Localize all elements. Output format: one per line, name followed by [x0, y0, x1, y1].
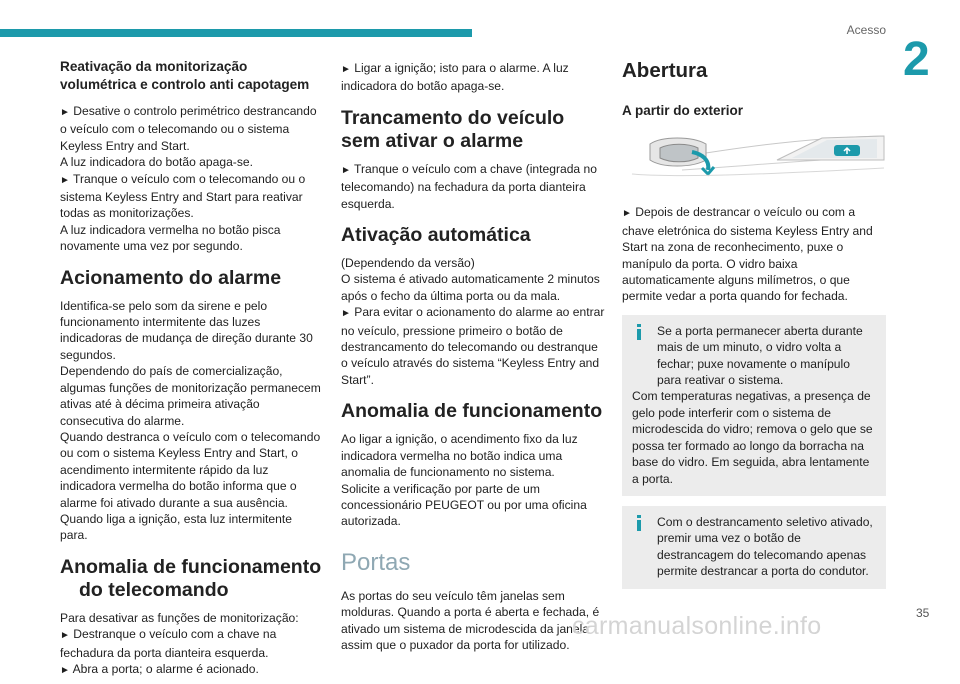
- watermark: carmanualsonline.info: [572, 612, 822, 640]
- doors-heading: Portas: [341, 548, 411, 576]
- info-text: Com temperaturas negativas, a presença de gelo pode interferir com o sistema de microdescida do vidro; remova o gelo que se possa ter formado ao longo da borracha na base do vidro. Em seguida, abra lentamente a porta.: [632, 389, 873, 486]
- paragraph: ► Tranque o veículo com a chave (integrada no telecomando) na fechadura da porta dianteira esquerda.: [341, 161, 597, 211]
- opening-heading: Abertura: [622, 59, 708, 82]
- column-2: [341, 52, 606, 658]
- bullet-arrow-icon: ►: [341, 64, 351, 75]
- bullet-arrow-icon: ►: [60, 174, 70, 186]
- column-1: [60, 52, 322, 684]
- door-handle-illustration: [622, 130, 886, 186]
- section-label: Acesso: [846, 23, 886, 37]
- paragraph: As portas do seu veículo têm janelas sem molduras. Quando a porta é aberta e fechada, é ativado um sistema de microdescida da janela assim que o puxador da porta for utilizado.: [341, 588, 600, 652]
- column-3: [622, 52, 886, 598]
- paragraph: Ao ligar a ignição, o acendimento fixo da luz indicadora vermelha no botão indica uma anomalia de funcionamento no sistema. Solicite a verificação por parte de um concessionário PEUGEOT ou por uma oficina autorizada.: [341, 432, 587, 529]
- paragraph: Para desativar as funções de monitorização: ► Destranque o veículo com a chave na fechadura da porta dianteira esquerda. ► Abra a porta; o alarme é acionado.: [60, 610, 299, 676]
- bullet-arrow-icon: ►: [60, 107, 70, 118]
- paragraph: (Dependendo da versão) O sistema é ativado automaticamente 2 minutos após o fecho da última porta ou da mala. ► Para evitar o acionamento do alarme ao entrar no veículo, pressione primeiro o botão de destrancamento do telecomando ou destranque o veículo através do sistema “Keyless Entry and Start”.: [341, 256, 605, 387]
- header-accent-bar: [0, 29, 472, 37]
- reactivation-heading: Reativação da monitorização volumétrica e controlo anti capotagem: [60, 59, 310, 92]
- remote-fault-heading: Anomalia de funcionamento do telecomando: [60, 555, 322, 601]
- info-icon: [635, 324, 643, 340]
- info-box: [622, 315, 886, 496]
- info-text: Com o destrancamento seletivo ativado, premir uma vez o botão de destrancagem do telecomando apenas permite destrancar a porta do condutor.: [657, 514, 873, 579]
- paragraph: ► Ligar a ignição; isto para o alarme. A luz indicadora do botão apaga-se.: [341, 61, 569, 94]
- info-text: Se a porta permanecer aberta durante mais de um minuto, o vidro volta a fechar; puxe novamente o manípulo para reativar o sistema.: [657, 323, 863, 388]
- bullet-arrow-icon: ►: [622, 208, 632, 220]
- info-icon: [635, 515, 643, 531]
- bullet-arrow-icon: ►: [60, 630, 70, 642]
- exterior-heading: A partir do exterior: [622, 103, 744, 118]
- bullet-arrow-icon: ►: [60, 664, 70, 676]
- locking-heading: Trancamento do veículo sem ativar o alarme: [341, 106, 565, 152]
- bullet-arrow-icon: ►: [341, 164, 351, 176]
- page-number: 35: [916, 606, 930, 620]
- auto-activation-heading: Ativação automática: [341, 224, 531, 247]
- fault-heading: Anomalia de funcionamento: [341, 400, 603, 423]
- chapter-number: 2: [903, 33, 930, 86]
- paragraph: ► Desative o controlo perimétrico destrancando o veículo com o telecomando ou o sistema Keyless Entry and Start. A luz indicadora do botão apaga-se. ► Tranque o veículo com o telecomando ou o sistema Keyless Entry and Start para reativar todas as monitorizações. A luz indicadora vermelha no botão pisca novamente uma vez por segundo.: [60, 104, 317, 254]
- info-box: [622, 506, 886, 589]
- paragraph: ► Depois de destrancar o veículo ou com a chave eletrónica do sistema Keyless Entry and Start na zona de reconhecimento, puxe o manípulo da porta. O vidro baixa automaticamente alguns milímetros, o que permite vedar a porta quando for fechada.: [622, 205, 873, 304]
- bullet-arrow-icon: ►: [341, 308, 351, 320]
- alarm-trigger-heading: Acionamento do alarme: [60, 266, 282, 289]
- paragraph: Identifica-se pelo som da sirene e pelo funcionamento intermitente das luzes indicadoras de mudança de direção durante 30 segundos. Dependendo do país de comercialização, algumas funções de monitorização permanecem ativas até à décima primeira ativação consecutiva do alarme. Quando destranca o veículo com o telecomando ou com o sistema Keyless Entry and Start, o acendimento intermitente rápido da luz indicadora vermelha do botão informa que o alarme foi ativado durante a sua ausência. Quando liga a ignição, esta luz intermitente para.: [60, 298, 321, 543]
